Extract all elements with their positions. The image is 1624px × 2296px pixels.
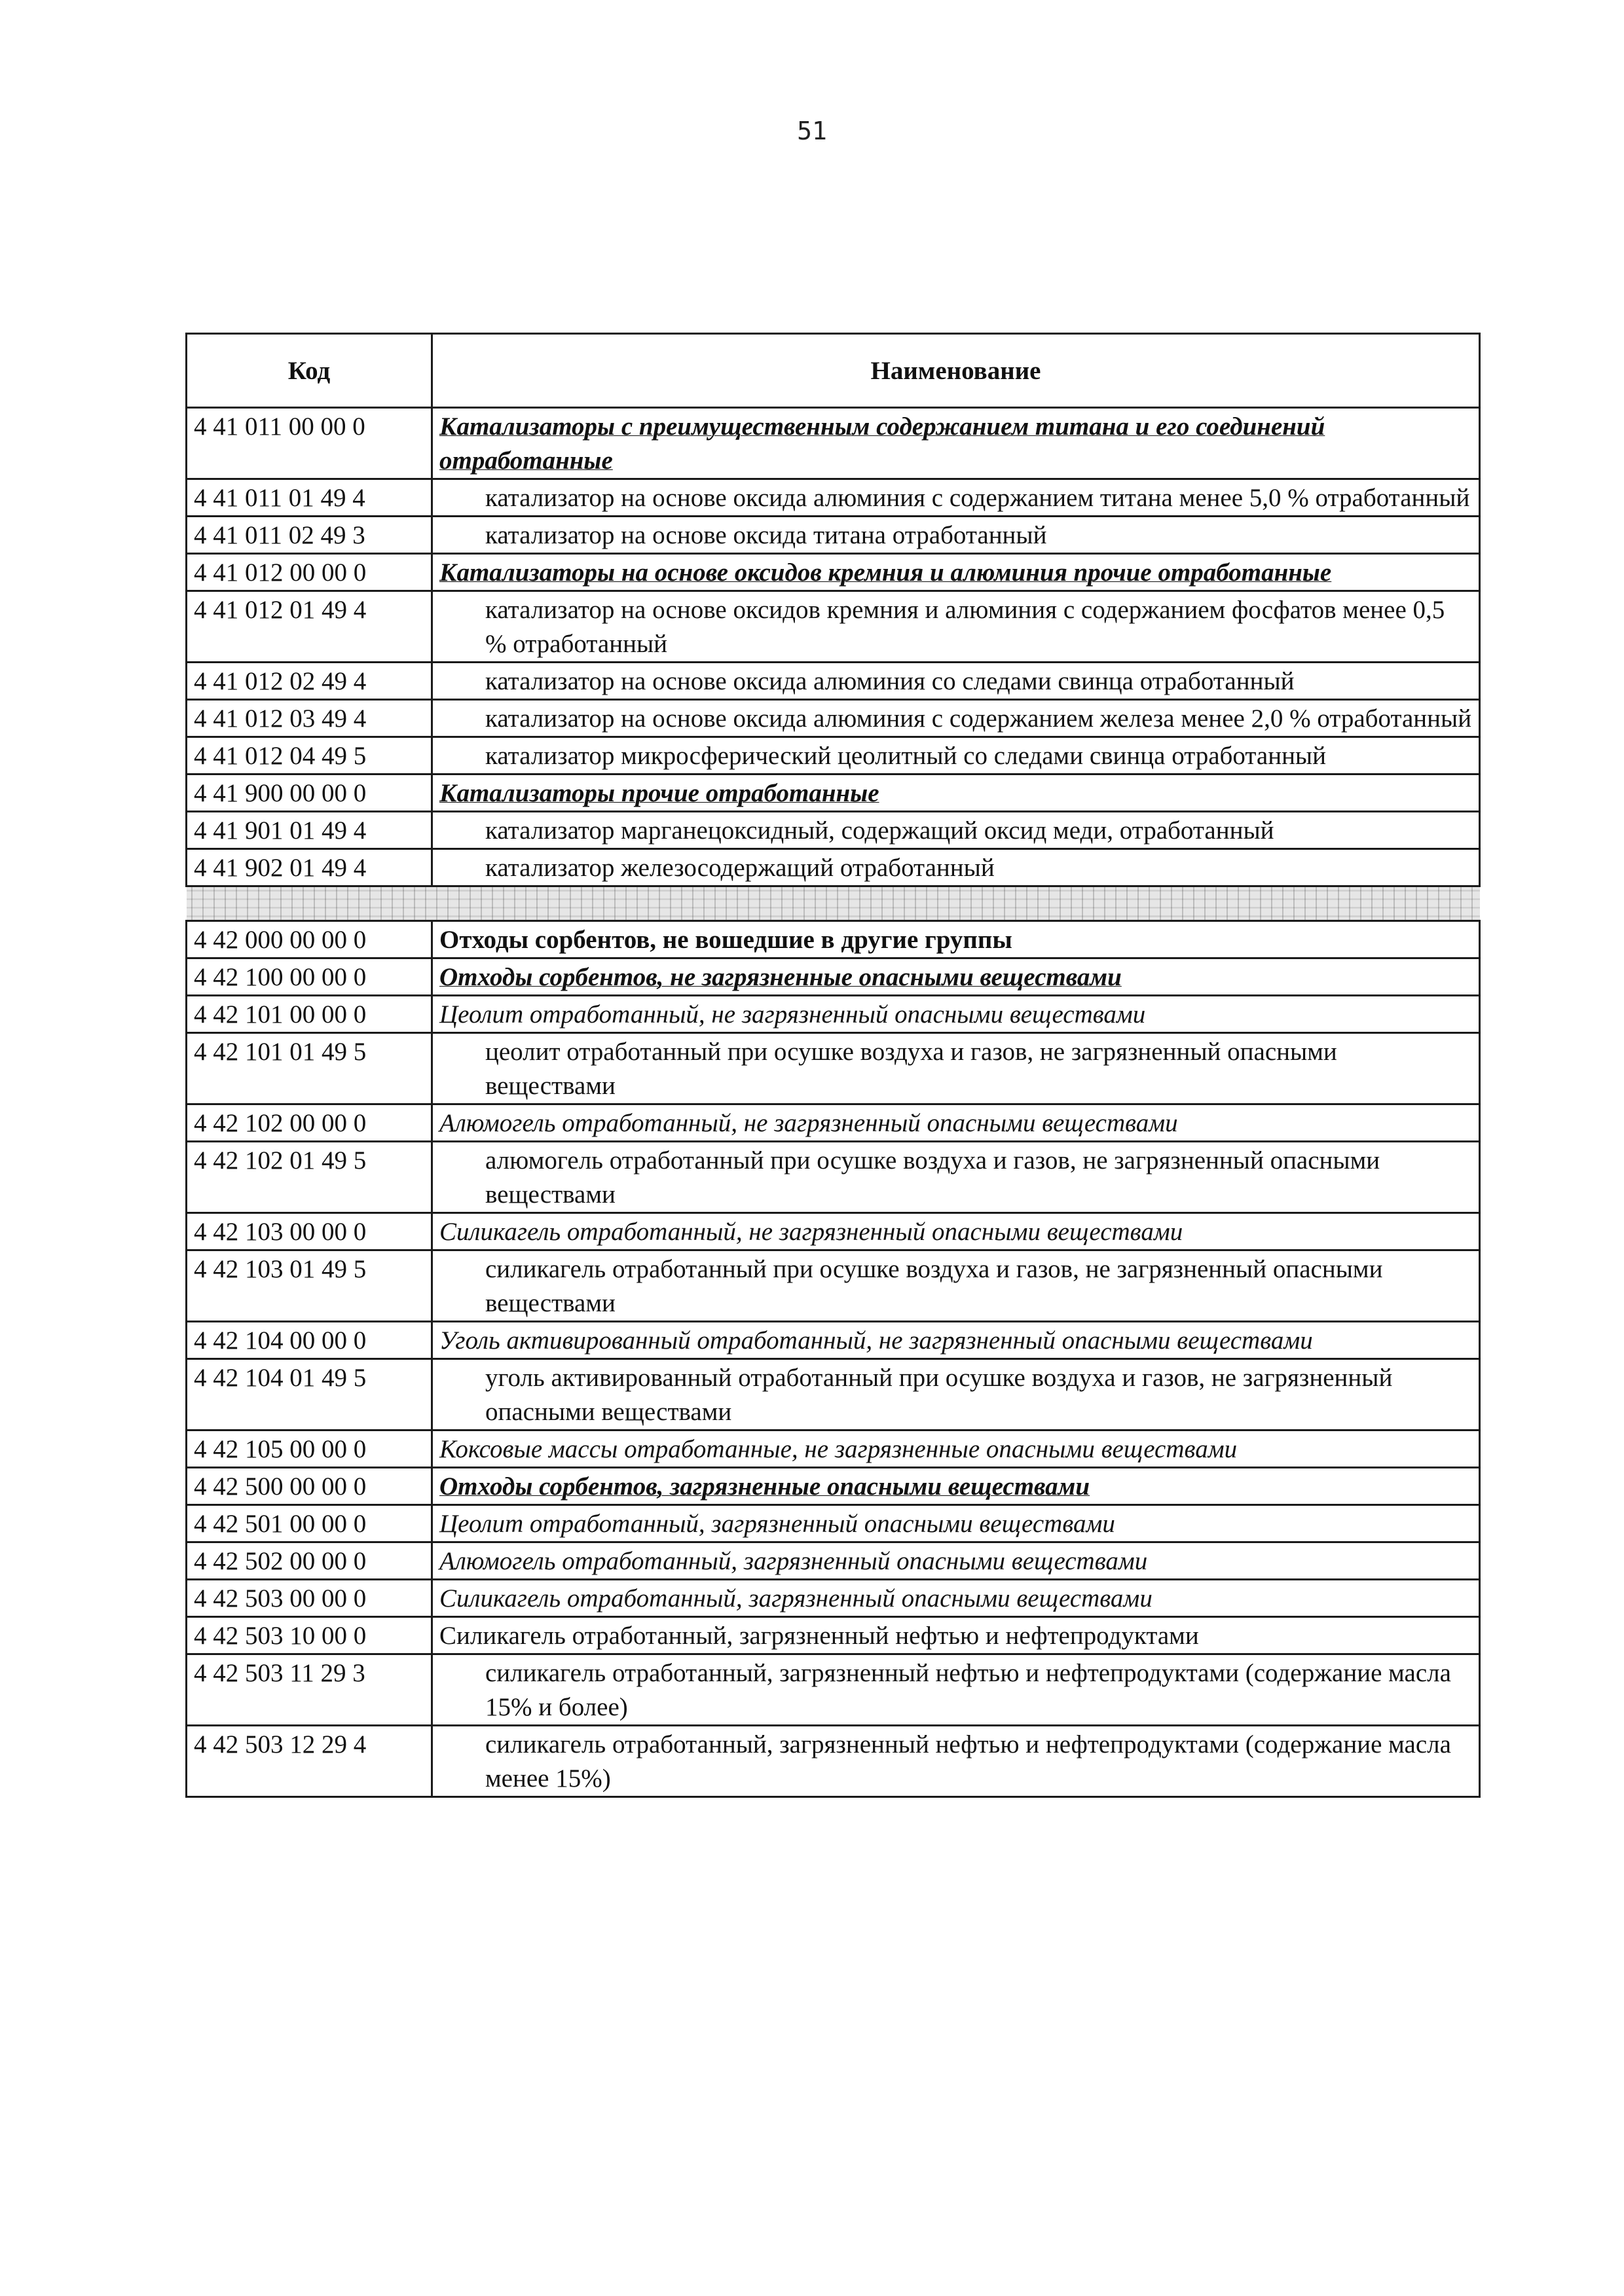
table-row <box>187 1542 1480 1580</box>
name-cell: Алюмогель отработанный, не загрязненный опасными веществами <box>432 1104 1480 1142</box>
table-row <box>187 996 1480 1033</box>
table-row <box>187 849 1480 886</box>
waste-classification-table <box>185 333 1481 1798</box>
code-cell: 4 42 102 01 49 5 <box>187 1142 432 1213</box>
name-cell: катализатор на основе оксида алюминия со следами свинца отработанный <box>432 663 1480 700</box>
name-cell: катализатор микросферический цеолитный со следами свинца отработанный <box>432 737 1480 774</box>
table-row <box>187 958 1480 996</box>
name-cell: Катализаторы прочие отработанные <box>432 774 1480 812</box>
table-header-row <box>187 334 1480 408</box>
code-cell: 4 42 502 00 00 0 <box>187 1542 432 1580</box>
code-cell: 4 41 902 01 49 4 <box>187 849 432 886</box>
code-cell: 4 42 503 12 29 4 <box>187 1726 432 1797</box>
name-cell: силикагель отработанный, загрязненный нефтью и нефтепродуктами (содержание масла менее 15%) <box>432 1726 1480 1797</box>
table-row <box>187 408 1480 479</box>
name-cell: катализатор на основе оксида титана отработанный <box>432 517 1480 554</box>
code-cell: 4 42 500 00 00 0 <box>187 1468 432 1505</box>
table-row <box>187 663 1480 700</box>
table-row <box>187 812 1480 849</box>
name-cell: Уголь активированный отработанный, не загрязненный опасными веществами <box>432 1322 1480 1359</box>
code-cell: 4 41 011 00 00 0 <box>187 408 432 479</box>
header-name: Наименование <box>432 334 1480 408</box>
code-cell: 4 41 012 00 00 0 <box>187 554 432 591</box>
table-row <box>187 1505 1480 1542</box>
table-row <box>187 1617 1480 1654</box>
name-cell: алюмогель отработанный при осушке воздуха и газов, не загрязненный опасными веществами <box>432 1142 1480 1213</box>
code-cell: 4 41 012 03 49 4 <box>187 700 432 737</box>
name-cell: силикагель отработанный при осушке воздуха и газов, не загрязненный опасными веществами <box>432 1250 1480 1322</box>
name-cell: Коксовые массы отработанные, не загрязненные опасными веществами <box>432 1430 1480 1468</box>
name-cell: Силикагель отработанный, не загрязненный опасными веществами <box>432 1213 1480 1250</box>
code-cell: 4 42 100 00 00 0 <box>187 958 432 996</box>
code-cell: 4 41 011 01 49 4 <box>187 479 432 517</box>
table-row <box>187 1654 1480 1726</box>
name-cell: Силикагель отработанный, загрязненный нефтью и нефтепродуктами <box>432 1617 1480 1654</box>
code-cell: 4 42 105 00 00 0 <box>187 1430 432 1468</box>
name-cell: катализатор на основе оксида алюминия с содержанием титана менее 5,0 % отработанный <box>432 479 1480 517</box>
page-number: 51 <box>797 117 827 145</box>
separator-row <box>187 886 1480 921</box>
table-row <box>187 921 1480 958</box>
table-row <box>187 1726 1480 1797</box>
name-cell: катализатор марганецоксидный, содержащий оксид меди, отработанный <box>432 812 1480 849</box>
table-row <box>187 1322 1480 1359</box>
code-cell: 4 42 101 00 00 0 <box>187 996 432 1033</box>
code-cell: 4 41 012 02 49 4 <box>187 663 432 700</box>
name-cell: Цеолит отработанный, загрязненный опасными веществами <box>432 1505 1480 1542</box>
code-cell: 4 42 103 00 00 0 <box>187 1213 432 1250</box>
table-row <box>187 1430 1480 1468</box>
name-cell: катализатор железосодержащий отработанный <box>432 849 1480 886</box>
code-cell: 4 41 900 00 00 0 <box>187 774 432 812</box>
name-cell: Отходы сорбентов, загрязненные опасными веществами <box>432 1468 1480 1505</box>
name-cell: силикагель отработанный, загрязненный нефтью и нефтепродуктами (содержание масла 15% и более) <box>432 1654 1480 1726</box>
code-cell: 4 41 011 02 49 3 <box>187 517 432 554</box>
name-cell: Катализаторы с преимущественным содержанием титана и его соединений отработанные <box>432 408 1480 479</box>
name-cell: уголь активированный отработанный при осушке воздуха и газов, не загрязненный опасными веществами <box>432 1359 1480 1430</box>
name-cell: Алюмогель отработанный, загрязненный опасными веществами <box>432 1542 1480 1580</box>
code-cell: 4 41 901 01 49 4 <box>187 812 432 849</box>
scan-artifact-band <box>187 886 1480 921</box>
table-row <box>187 591 1480 663</box>
name-cell: Отходы сорбентов, не загрязненные опасными веществами <box>432 958 1480 996</box>
table-row <box>187 1142 1480 1213</box>
name-cell: катализатор на основе оксида алюминия с содержанием железа менее 2,0 % отработанный <box>432 700 1480 737</box>
table-row <box>187 1213 1480 1250</box>
table-row <box>187 517 1480 554</box>
code-cell: 4 41 012 01 49 4 <box>187 591 432 663</box>
table-row <box>187 1359 1480 1430</box>
code-cell: 4 42 104 01 49 5 <box>187 1359 432 1430</box>
table-row <box>187 1250 1480 1322</box>
table-row <box>187 1033 1480 1104</box>
table-row <box>187 479 1480 517</box>
code-cell: 4 41 012 04 49 5 <box>187 737 432 774</box>
table-row <box>187 1104 1480 1142</box>
table-row <box>187 774 1480 812</box>
code-cell: 4 42 101 01 49 5 <box>187 1033 432 1104</box>
code-cell: 4 42 501 00 00 0 <box>187 1505 432 1542</box>
code-cell: 4 42 000 00 00 0 <box>187 921 432 958</box>
code-cell: 4 42 503 00 00 0 <box>187 1580 432 1617</box>
name-cell: Цеолит отработанный, не загрязненный опасными веществами <box>432 996 1480 1033</box>
code-cell: 4 42 503 11 29 3 <box>187 1654 432 1726</box>
name-cell: цеолит отработанный при осушке воздуха и газов, не загрязненный опасными веществами <box>432 1033 1480 1104</box>
name-cell: Катализаторы на основе оксидов кремния и алюминия прочие отработанные <box>432 554 1480 591</box>
code-cell: 4 42 103 01 49 5 <box>187 1250 432 1322</box>
name-cell: катализатор на основе оксидов кремния и алюминия с содержанием фосфатов менее 0,5 % отработанный <box>432 591 1480 663</box>
name-cell: Силикагель отработанный, загрязненный опасными веществами <box>432 1580 1480 1617</box>
table-row <box>187 554 1480 591</box>
name-cell: Отходы сорбентов, не вошедшие в другие группы <box>432 921 1480 958</box>
table-body <box>187 408 1480 1797</box>
table-row <box>187 1580 1480 1617</box>
header-code: Код <box>187 334 432 408</box>
table-row <box>187 1468 1480 1505</box>
table-row <box>187 737 1480 774</box>
code-cell: 4 42 503 10 00 0 <box>187 1617 432 1654</box>
code-cell: 4 42 104 00 00 0 <box>187 1322 432 1359</box>
table-row <box>187 700 1480 737</box>
code-cell: 4 42 102 00 00 0 <box>187 1104 432 1142</box>
